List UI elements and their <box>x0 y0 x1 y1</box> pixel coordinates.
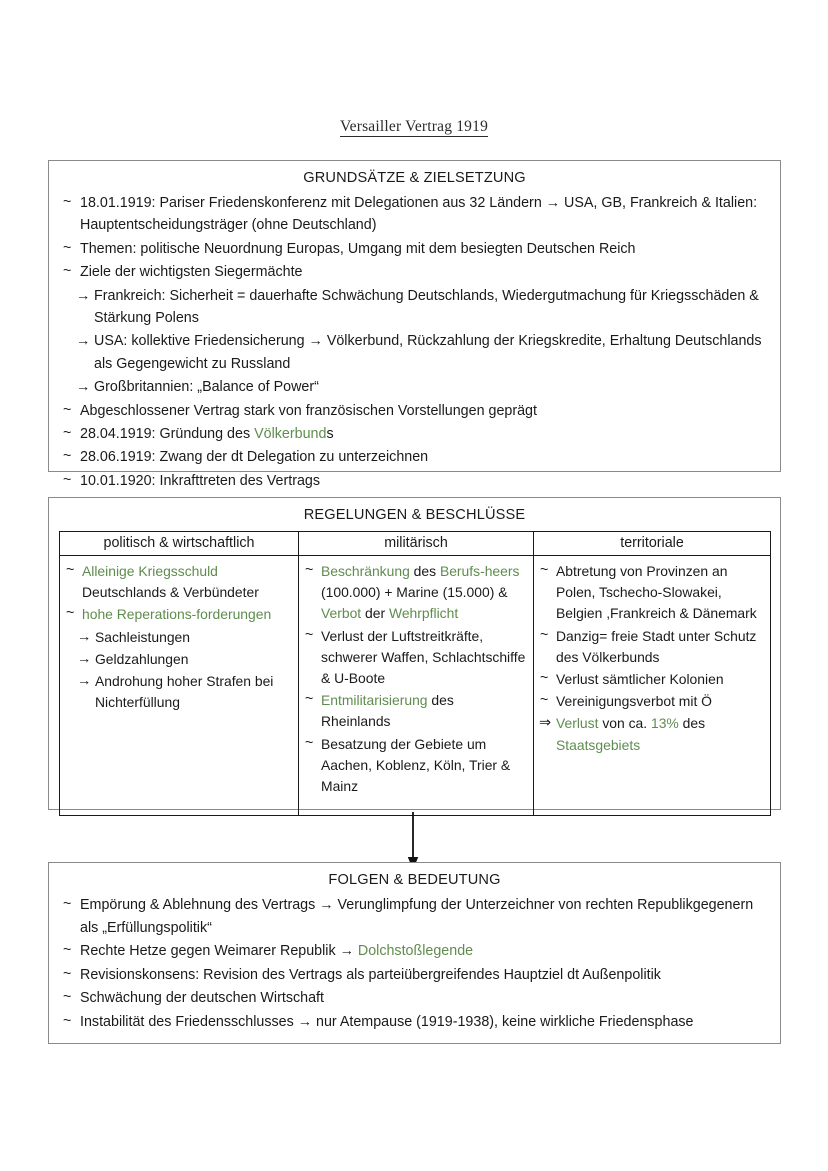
highlighted-term: Beschränkung <box>321 563 410 579</box>
list-item: ~ Besatzung der Gebiete um Aachen, Koblenz, Köln, Trier & Mainz <box>304 734 527 798</box>
highlighted-term: hohe Reperations-forderungen <box>82 606 272 623</box>
consequences-box <box>48 862 781 1044</box>
list-item: ~ Verlust sämtlicher Kolonien <box>539 669 764 690</box>
list-item: ~ 28.04.1919: Gründung des Völkerbunds <box>62 423 766 445</box>
regulations-table <box>59 531 771 816</box>
list-item: ~ Entmilitarisierung des Rheinlands <box>304 690 527 732</box>
highlighted-term: Alleinige Kriegsschuld <box>82 563 218 579</box>
list-item: ~ Verlust der Luftstreitkräfte, schwerer Waffen, Schlachtschiffe & U-Boote <box>304 626 527 690</box>
highlighted-term: Entmilitarisierung <box>321 692 428 709</box>
territorial-list <box>539 561 764 756</box>
list-item: ~ 10.01.1920: Inkrafttreten des Vertrags <box>62 470 766 492</box>
principles-list <box>62 192 766 492</box>
list-item: ~ 18.01.1919: Pariser Friedenskonferenz mit Delegationen aus 32 Ländern → USA, GB, Frankreich & Italien: Hauptentscheidungsträger (ohne Deutschland) <box>62 192 766 237</box>
list-item: ~ Themen: politische Neuordnung Europas, Umgang mit dem besiegten Deutschen Reich <box>62 238 766 260</box>
column-header-territorial: territoriale <box>534 532 771 556</box>
highlighted-term: Berufs-heers <box>439 563 520 579</box>
principles-body <box>49 192 780 492</box>
column-header-military: militärisch <box>299 532 534 556</box>
column-header-political: politisch & wirtschaftlich <box>60 532 299 556</box>
list-item: → Geldzahlungen <box>65 649 292 670</box>
list-item: ~ Rechte Hetze gegen Weimarer Republik → Dolchstoßlegende <box>62 940 766 963</box>
highlighted-term: Verlust <box>556 715 599 732</box>
list-item <box>65 604 292 625</box>
list-item: ~ Ziele der wichtigsten Siegermächte <box>62 261 766 283</box>
list-item: → USA: kollektive Friedensicherung → Völkerbund, Rückzahlung der Kriegskredite, Erhaltung Deutschlands als Gegengewicht zu Russland <box>62 330 766 375</box>
list-item: ~ 28.06.1919: Zwang der dt Delegation zu unterzeichnen <box>62 446 766 468</box>
list-item: → Großbritannien: „Balance of Power“ <box>62 376 766 398</box>
list-item: → Frankreich: Sicherheit = dauerhafte Schwächung Deutschlands, Wiedergutmachung für Kriegsschäden & Stärkung Polens <box>62 285 766 330</box>
list-item: ~ Empörung & Ablehnung des Vertrags → Verunglimpfung der Unterzeichner von rechten Republikgegenern als „Erfüllungspolitik“ <box>62 894 766 939</box>
list-item: ~ Instabilität des Friedensschlusses → nur Atempause (1919-1938), keine wirkliche Friedensphase <box>62 1011 766 1034</box>
list-item: → Androhung hoher Strafen bei Nichterfüllung <box>65 671 292 713</box>
highlighted-term: Dolchstoßlegende <box>357 943 474 960</box>
list-item: ~ Abtretung von Provinzen an Polen, Tschecho-Slowakei, Belgien ,Frankreich & Dänemark <box>539 561 764 625</box>
cell-military <box>299 556 534 816</box>
highlighted-term: Staatsgebiets <box>556 736 641 753</box>
highlighted-term: Wehrpflicht <box>388 605 459 622</box>
highlighted-term: 13% <box>650 715 679 732</box>
consequences-body <box>49 894 780 1034</box>
list-item: → Sachleistungen <box>65 627 292 648</box>
highlighted-term: Völkerbund <box>254 426 327 443</box>
regulations-box <box>48 497 781 810</box>
list-item: ⇒ Verlust von ca. 13% des Staatsgebiets <box>539 713 764 755</box>
principles-heading: GRUNDSÄTZE & ZIELSETZUNG <box>303 170 526 186</box>
list-item: ~ Vereinigungsverbot mit Ö <box>539 691 764 712</box>
page-title <box>0 118 828 136</box>
military-list <box>304 561 527 797</box>
table-header-row <box>60 532 771 556</box>
list-item: ~ Abgeschlossener Vertrag stark von französischen Vorstellungen geprägt <box>62 400 766 422</box>
political-list <box>65 561 292 713</box>
regulations-heading: REGELUNGEN & BESCHLÜSSE <box>303 507 526 523</box>
list-item: ~ Beschränkung des Berufs-heers (100.000) + Marine (15.000) & Verbot der Wehrpflicht <box>304 561 527 625</box>
list-item: ~ Danzig= freie Stadt unter Schutz des Völkerbunds <box>539 626 764 668</box>
list-item: ~ Schwächung der deutschen Wirtschaft <box>62 987 766 1010</box>
cell-territorial <box>534 556 771 816</box>
consequences-list <box>62 894 766 1034</box>
list-item: ~ Revisionskonsens: Revision des Vertrags als parteiübergreifendes Hauptziel dt Außenpolitik <box>62 964 766 987</box>
highlighted-term: Verbot <box>321 605 362 622</box>
principles-box <box>48 160 781 489</box>
consequences-heading: FOLGEN & BEDEUTUNG <box>328 872 501 888</box>
list-item: ~ Alleinige Kriegsschuld Deutschlands & Verbündeter <box>65 561 292 603</box>
table-row <box>60 556 771 816</box>
page-title-text: Versailler Vertrag 1919 <box>339 118 489 135</box>
cell-political <box>60 556 299 816</box>
